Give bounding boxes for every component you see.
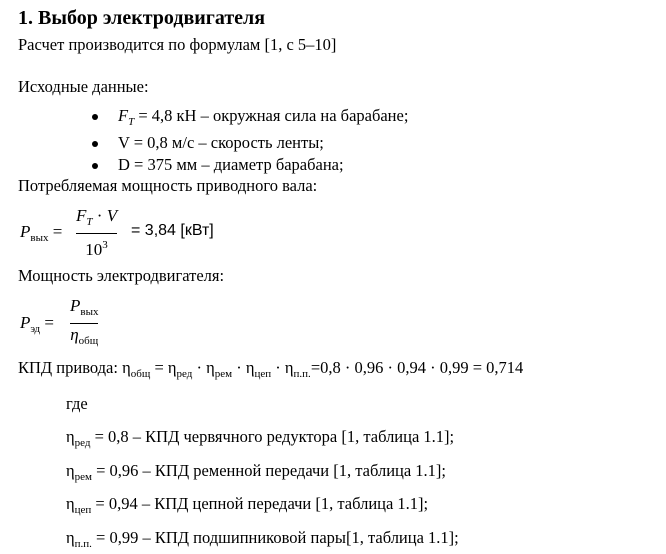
- bullet-item-force: $F_T = 4,8$ кН – окружная сила на барабане;: [118, 106, 409, 128]
- section-heading: 1. Выбор электродвигателя: [18, 7, 266, 29]
- efficiency-item-bearing: $\eta_{п.п.} = 0,99$ – КПД подшипниковой пары[1, таблица 1.1];: [66, 528, 459, 550]
- eq1-result: = 3,84 [кВт]: [131, 222, 214, 239]
- bullet-dot-icon: [92, 163, 98, 169]
- eq1-lhs: $P_{вых}$ =: [20, 222, 63, 244]
- where-label: где: [66, 394, 88, 413]
- motor-power-title: Мощность электродвигателя:: [18, 266, 225, 285]
- efficiency-item-belt: $\eta_{рем} = 0,96$ – КПД ременной передачи [1, таблица 1.1];: [66, 461, 447, 483]
- bullet-dot-icon: [92, 141, 98, 147]
- bullet-item-diameter: D = 375 мм – диаметр барабана;: [118, 155, 344, 174]
- efficiency-item-chain: $\eta_{цеп} = 0,94$ – КПД цепной передачи [1, таблица 1.1];: [66, 494, 429, 516]
- eq1-fraction: $F_T \cdot V$ $10^3$: [76, 206, 118, 260]
- eq2-lhs: $P_{эд}$ =: [20, 313, 54, 335]
- bullet-dot-icon: [92, 114, 98, 120]
- shaft-power-title: Потребляемая мощность приводного вала:: [18, 176, 318, 195]
- bullet-item-speed: V = 0,8 м/с – скорость ленты;: [118, 133, 324, 152]
- intro-text: Расчет производится по формулам [1, с 5–10]: [18, 35, 337, 54]
- efficiency-item-reducer: $\eta_{ред} = 0,8$ – КПД червячного редуктора [1, таблица 1.1];: [66, 427, 455, 449]
- input-data-title: Исходные данные:: [18, 77, 149, 96]
- eq2-fraction: $P_{вых}$ $\eta_{общ}$: [70, 296, 99, 348]
- drive-efficiency-line: КПД привода: $\eta_{общ} = \eta_{ред} \cdot \eta_{рем} \cdot \eta_{цеп} \cdot \eta_{п.п.}=0,8 \cdot 0,96 \cdot 0,94 \cdot 0,99 = 0,714$: [18, 358, 524, 380]
